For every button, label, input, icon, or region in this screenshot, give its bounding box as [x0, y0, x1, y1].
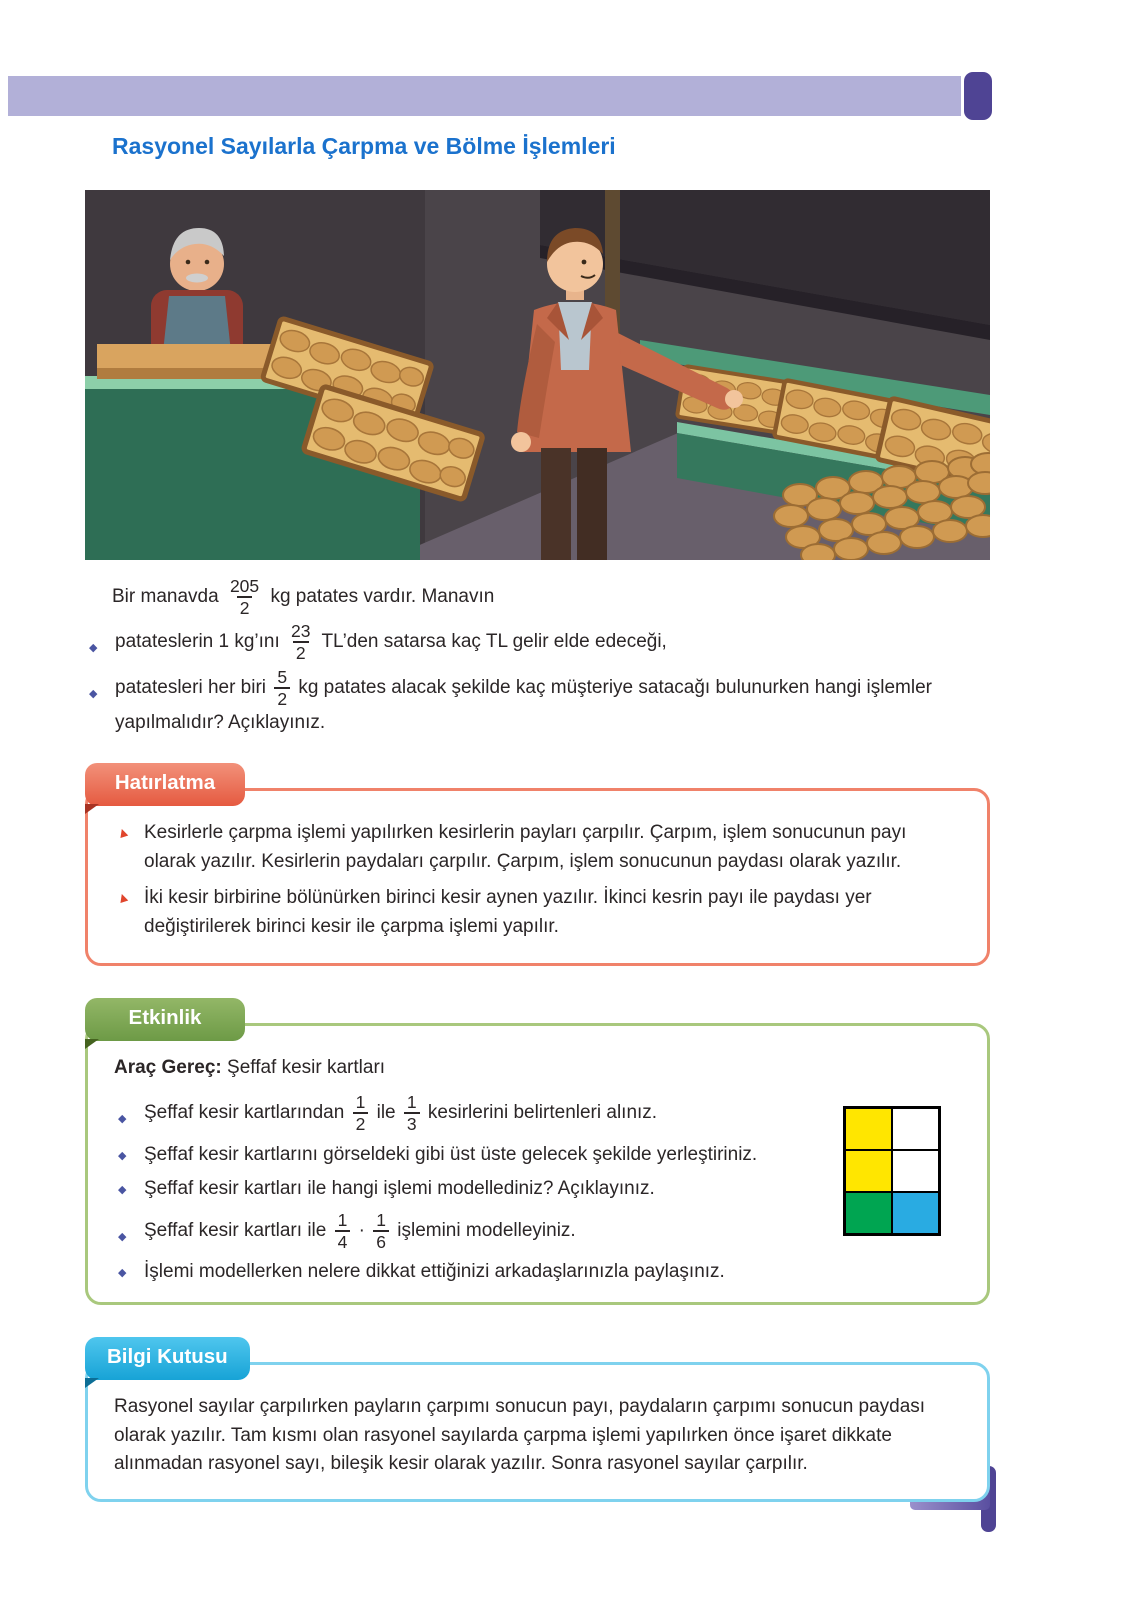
diamond-bullet-icon: ◆ — [89, 687, 98, 700]
grid-cell — [892, 1108, 939, 1150]
fraction-denominator: 2 — [237, 596, 253, 618]
fraction-denominator: 2 — [274, 687, 290, 709]
hatirlatma-item — [114, 819, 961, 876]
bilgi-box — [85, 1362, 990, 1502]
hatirlatma-title: Hatırlatma — [114, 771, 216, 795]
fraction-1-6 — [373, 1210, 389, 1252]
hatirlatma-header — [85, 763, 245, 806]
grid-cell — [845, 1192, 892, 1234]
intro-post: kg patates vardır. Manavın — [270, 586, 495, 608]
fraction-denominator: 2 — [353, 1112, 369, 1134]
activity-text: kesirlerini belirtenleri alınız. — [427, 1102, 658, 1124]
question-bullet-1 — [85, 621, 990, 663]
fraction-denominator: 6 — [373, 1230, 389, 1252]
bilgi-text: Rasyonel sayılar çarpılırken payların çarpımı sonucun payı, paydaların çarpımı sonucun paydası olarak yazılır. Tam kısmı olan rasyonel sayılarda çarpma işlemi yapılırken önce işaret dikkate alınmadan rasyonel sayı, bileşik kesir olarak yazılır. Sonra rasyonel sayılar çarpılır. — [114, 1396, 926, 1474]
red-arrow-icon: ▲ — [113, 822, 132, 842]
activity-item-5 — [114, 1258, 961, 1287]
activity-text: Şeffaf kesir kartlarını görseldeki gibi üst üste gelecek şekilde yerleştiriniz. — [144, 1143, 758, 1165]
activity-text: Şeffaf kesir kartlarından — [144, 1102, 345, 1124]
grid-cell — [892, 1150, 939, 1192]
activity-text: Şeffaf kesir kartları ile — [144, 1219, 327, 1241]
activity-item-4 — [114, 1210, 961, 1252]
page-title: Rasyonel Sayılarla Çarpma ve Bölme İşlemleri — [112, 133, 616, 159]
fraction-23-2 — [288, 621, 313, 663]
hatirlatma-item-text: İki kesir birbirine bölünürken birinci kesir aynen yazılır. İkinci kesrin payı ile paydası yer değiştirilerek birinci kesir ile çarpma işlemi yapılır. — [144, 887, 872, 937]
grid-cell — [892, 1192, 939, 1234]
fraction-1-2 — [353, 1092, 369, 1134]
market-scene-svg — [85, 190, 990, 560]
fraction-denominator: 4 — [335, 1230, 351, 1252]
tools-value: Şeffaf kesir kartları — [227, 1056, 386, 1078]
activity-item-2 — [114, 1141, 961, 1170]
ribbon-fold — [85, 804, 99, 814]
tools-line — [114, 1054, 961, 1083]
diamond-bullet-icon: ◆ — [118, 1266, 127, 1279]
bullet-text: patatesleri her biri — [115, 676, 267, 698]
fraction-1-3 — [404, 1092, 420, 1134]
fraction-numerator: 1 — [406, 1092, 417, 1113]
bilgi-title: Bilgi Kutusu — [107, 1345, 228, 1369]
fraction-cards-grid — [843, 1106, 941, 1236]
etkinlik-section — [85, 998, 990, 1305]
hatirlatma-section — [85, 763, 990, 966]
intro-pre: Bir manavda — [112, 586, 219, 608]
fraction-205-2 — [227, 576, 262, 618]
fraction-5-2 — [274, 667, 290, 709]
fraction-denominator: 3 — [404, 1112, 420, 1134]
diamond-bullet-icon: ◆ — [118, 1113, 127, 1126]
multiplication-dot: · — [358, 1219, 365, 1241]
grid-cell — [845, 1150, 892, 1192]
tools-label: Araç Gereç: — [114, 1056, 222, 1078]
hatirlatma-item-text: Kesirlerle çarpma işlemi yapılırken kesirlerin payları çarpılır. Çarpım, işlem sonucunun payı olarak yazılır. Kesirlerin paydaları çarpılır. Çarpım, işlem sonucunun paydası olarak yazılır. — [144, 822, 907, 872]
bullet-text: kg patates alacak şekilde kaç müşteriye satacağı bulunurken hangi işlemler yapılmalıdır? Açıklayınız. — [115, 676, 932, 733]
ribbon-fold — [85, 1378, 99, 1388]
activity-text: Şeffaf kesir kartları ile hangi işlemi modellediniz? Açıklayınız. — [144, 1178, 655, 1199]
red-arrow-icon: ▲ — [113, 887, 132, 907]
diamond-bullet-icon: ◆ — [118, 1184, 127, 1196]
pointing-hand — [725, 390, 743, 408]
header-bar-cap — [964, 72, 992, 120]
activity-text: İşlemi modellerken nelere dikkat ettiğinizi arkadaşlarınızla paylaşınız. — [144, 1260, 725, 1282]
question-bullet-2 — [85, 667, 990, 738]
market-illustration — [85, 190, 990, 560]
activity-text: işlemini modelleyiniz. — [397, 1219, 576, 1241]
fraction-1-4 — [335, 1210, 351, 1252]
header-bar-strip — [8, 76, 961, 116]
bilgi-section — [85, 1337, 990, 1501]
grid-cell — [845, 1108, 892, 1150]
fraction-numerator: 1 — [376, 1209, 386, 1230]
fraction-numerator: 1 — [355, 1092, 366, 1113]
fraction-numerator: 23 — [291, 621, 311, 642]
bullet-text: patateslerin 1 kg’ını — [115, 631, 280, 653]
ribbon-fold — [85, 1039, 99, 1049]
activity-item-1 — [114, 1092, 961, 1134]
bullet-text: TL’den satarsa kaç TL gelir elde edeceği, — [321, 631, 667, 653]
activity-item-3 — [114, 1175, 961, 1204]
hatirlatma-box — [85, 788, 990, 966]
page-header-bar — [8, 72, 992, 120]
fraction-denominator: 2 — [293, 641, 309, 663]
diamond-bullet-icon: ◆ — [118, 1230, 127, 1243]
etkinlik-title: Etkinlik — [128, 1006, 202, 1029]
page-content — [85, 576, 990, 1502]
activity-text: ile — [376, 1102, 396, 1124]
etkinlik-box — [85, 1023, 990, 1306]
fraction-numerator: 205 — [229, 576, 260, 596]
fraction-numerator: 5 — [277, 666, 288, 687]
intro-text — [85, 576, 990, 618]
bilgi-header — [85, 1337, 250, 1380]
fraction-numerator: 1 — [337, 1209, 348, 1230]
hatirlatma-item — [114, 884, 961, 941]
diamond-bullet-icon: ◆ — [89, 642, 98, 655]
etkinlik-header — [85, 998, 245, 1041]
diamond-bullet-icon: ◆ — [118, 1149, 127, 1162]
